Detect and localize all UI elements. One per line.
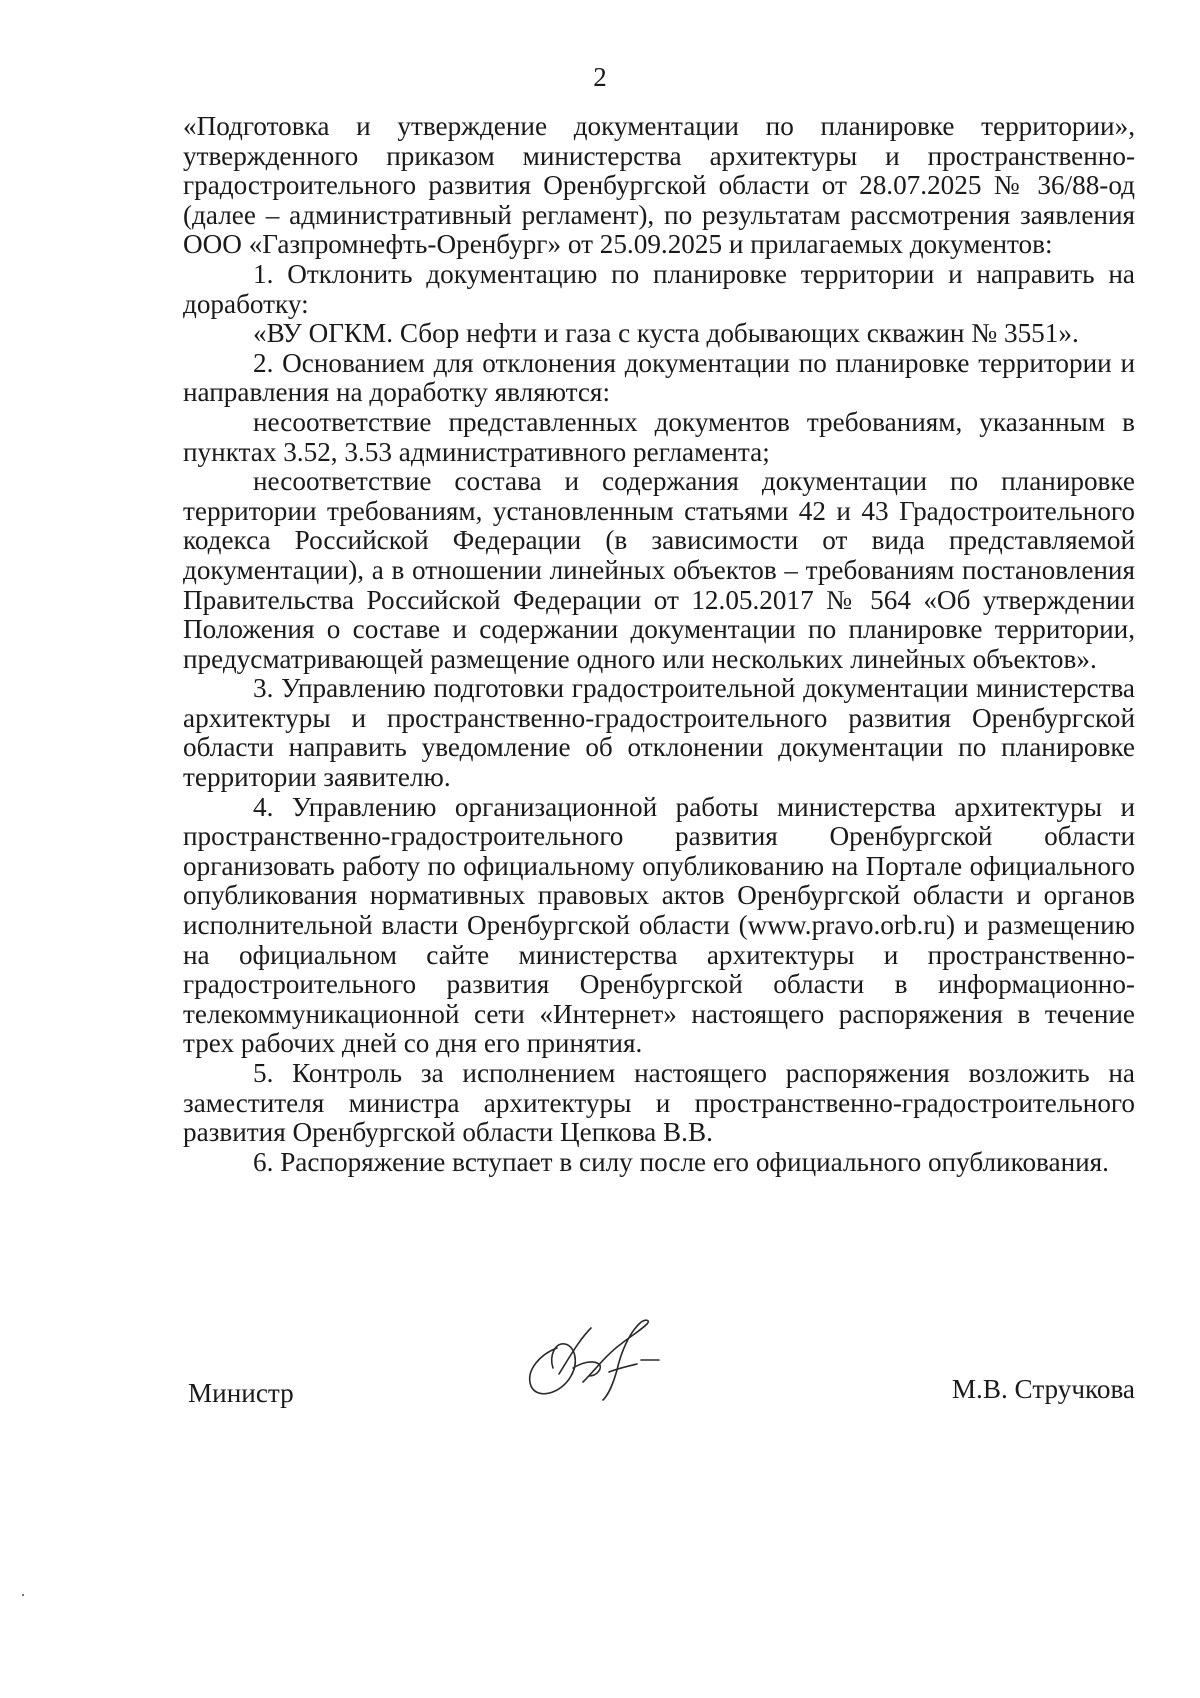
paragraph-project-name: «ВУ ОГКМ. Сбор нефти и газа с куста добывающих скважин № 3551». (253, 318, 1079, 349)
paragraph-reason-2: несоответствие состава и содержания документации по планировке территории требованиям, установленным статьями 42 и 43 Градостроительного кодекса Российской Федерации (в зависимости от вида представляемой документации), а в отношении линейных объектов – требованиям постановления Правительства Российской Федерации от 12.05.2017 № 564 «Об утверждении Положения о составе и содержании документации по планировке территории, предусматривающей размещение одного или нескольких линейных объектов». (183, 466, 1135, 674)
document-body (183, 112, 1135, 1177)
paragraph-item-1: 1. Отклонить документацию по планировке территории и направить на доработку: (183, 258, 1135, 319)
signature-block (183, 1310, 1135, 1430)
page-number: 2 (593, 62, 607, 92)
scan-speck (22, 1594, 24, 1596)
paragraph-item-3: 3. Управлению подготовки градостроительной документации министерства архитектуры и пространственно-градостроительного развития Оренбургской области направить уведомление об отклонении документации по планировке территории заявителю. (183, 673, 1135, 793)
paragraph-item-6: 6. Распоряжение вступает в силу после его официального опубликования. (253, 1146, 1109, 1177)
paragraph-item-4: 4. Управлению организационной работы министерства архитектуры и пространственно-градостроительного развития Оренбургской области организовать работу по официальному опубликованию на Портале официального опубликования нормативных правовых актов Оренбургской области и органов исполнительной власти Оренбургской области (www.pravo.orb.ru) и размещению на официальном сайте министерства архитектуры и пространственно-градостроительного развития Оренбургской области в информационно-телекоммуникационной сети «Интернет» настоящего распоряжения в течение трех рабочих дней со дня его принятия. (183, 791, 1135, 1059)
paragraph-item-5: 5. Контроль за исполнением настоящего распоряжения возложить на заместителя министра архитектуры и пространственно-градостроительного развития Оренбургской области Цепкова В.В. (183, 1058, 1135, 1148)
signer-title: Министр (188, 1378, 294, 1408)
paragraph-regulation-reference: «Подготовка и утверждение документации по планировке территории», утвержденного приказом министерства архитектуры и пространственно-градостроительного развития Оренбургской области от 28.07.2025 № 36/88-од (далее – административный регламент), по результатам рассмотрения заявления ООО «Газпромнефть-Оренбург» от 25.09.2025 и прилагаемых документов: (183, 111, 1135, 260)
handwritten-signature (513, 1310, 683, 1410)
paragraph-reason-1: несоответствие представленных документов требованиям, указанным в пунктах 3.52, 3.53 административного регламента; (183, 406, 1135, 467)
signer-name: М.В. Стручкова (951, 1374, 1135, 1404)
paragraph-item-2: 2. Основанием для отклонения документации по планировке территории и направления на доработку являются: (183, 347, 1135, 408)
